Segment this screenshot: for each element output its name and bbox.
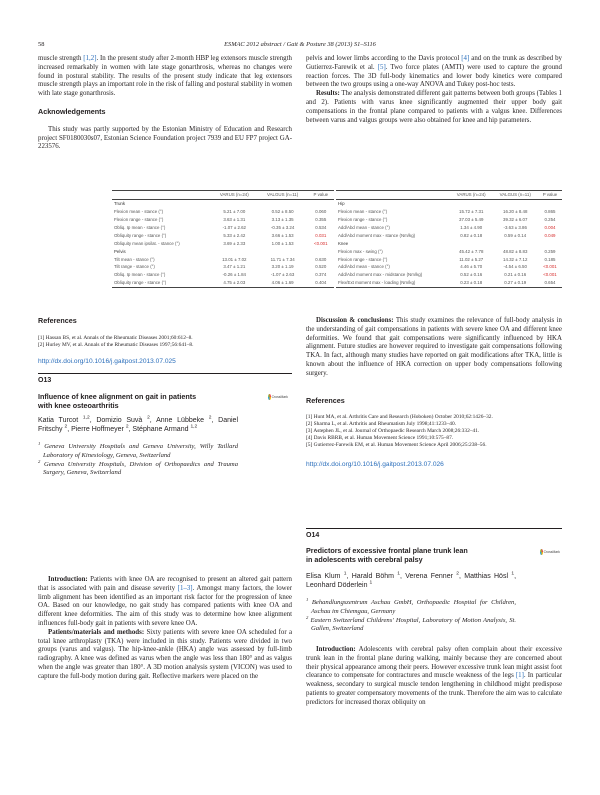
table-cell: 3.69 ± 2.33 <box>223 240 246 246</box>
table-cell <box>258 247 308 255</box>
column-header: VARUS (n=24) <box>450 191 492 200</box>
affiliation-marker: 2 <box>208 415 212 421</box>
table-row <box>336 208 562 216</box>
reference-item: [2] Hurley MV, et al. Annals of the Rheumatic Diseases 1997;56:641–8. <box>38 341 194 348</box>
table-cell: 0.630 <box>315 256 327 262</box>
table-cell: -1.07 ± 2.63 <box>270 272 295 278</box>
table-cell: 0.59 ± 0.14 <box>504 232 527 238</box>
affiliation-marker: 2 <box>125 424 129 430</box>
table-cell: 4.75 ± 2.03 <box>211 279 258 287</box>
section-divider <box>306 528 562 529</box>
table-cell: 4.06 ± 1.69 <box>258 279 308 287</box>
table-group-row <box>336 239 562 247</box>
abstract-title: Predictors of excessive frontal plane trunk lean in adolescents with cerebral palsy <box>306 546 468 564</box>
table-cell: Obliq. Ip mean - stance (°) <box>114 225 166 230</box>
table-cell <box>538 199 562 207</box>
table-row <box>336 216 562 224</box>
table-cell: -0.26 ± 1.84 <box>222 272 246 278</box>
column-header: VALGUS (n=11) <box>492 191 538 200</box>
table-row <box>112 216 334 224</box>
table-cell: <0.001 <box>543 272 557 278</box>
table-cell: Obliq. Ip mean - stance (°) <box>114 272 166 278</box>
table-cell <box>308 199 334 207</box>
table-cell: 0.374 <box>315 272 327 278</box>
crossmark-badge[interactable]: CrossMark <box>268 393 288 401</box>
table-cell: 14.32 ± 7.12 <box>503 256 528 262</box>
reference-item: [3] Astephen JL, et al. Journal of Orthopaedic Research March 2008;26:332–41. <box>306 428 480 435</box>
introduction-paragraph: Introduction: Adolescents with cerebral palsy often complain about their excessive trunk lean in the frontal plane during walking, mainly because they are concerned about their physical appearance among their peers. However excessive trunk lean might assist foot clearance to compensate for contractures and muscle weakness of the legs [1]. In particular weakness, secondary to surgical muscle tendon lengthening in childhood might predispose patients to greater compensatory movements of the trunk. Therefore the aim was to calculate predictors for increased thorax obliquity on <box>306 646 562 706</box>
table-row <box>112 231 334 239</box>
table-cell <box>450 239 492 247</box>
table-cell: Flex/Ext moment max - loading (Nm/kg) <box>336 279 450 287</box>
table-cell: 3.66 ± 1.53 <box>271 232 294 238</box>
table-cell: 0.23 ± 0.18 <box>450 279 492 287</box>
reference-item: [2] Sharma L, et al. Arthritis and Rheumatism July 1998;41:1233–40. <box>306 421 457 428</box>
table-cell: 0.654 <box>538 279 562 287</box>
author-list: Katia Turcot $^{1,2}$, Domizio Suvà $^2$, Anne Lübbeke $^2$, Daniel Fritschy $^2$, Pierre Hoffmeyer $^2$, Stéphane Armand $^{1,2}$ <box>38 415 239 434</box>
table-cell: 5.21 ± 7.00 <box>223 209 246 215</box>
table-cell: Flexion max - swing (°) <box>338 248 383 254</box>
abstract-title: Influence of knee alignment on gait in patients with knee osteoarthritis <box>38 392 197 410</box>
table-cell: 37.03 ± 5.49 <box>459 217 484 223</box>
running-header: ESMAC 2012 abstract / Gait & Posture 38 (2013) S1–S116 <box>224 41 376 48</box>
doi-link[interactable]: http://dx.doi.org/10.1016/j.gaitpost.2013.07.026 <box>306 460 444 468</box>
crossmark-icon <box>268 394 271 400</box>
column-header: VALGUS (n=11) <box>258 191 308 200</box>
crossmark-icon <box>540 549 543 555</box>
table-cell <box>538 239 562 247</box>
table-row <box>112 263 334 271</box>
doi-link[interactable]: http://dx.doi.org/10.1016/j.gaitpost.2013.07.025 <box>38 357 176 365</box>
table-cell: Pelvis <box>114 248 126 254</box>
table-cell: Knee <box>338 240 349 246</box>
table-cell: 0.031 <box>315 232 327 238</box>
affiliation-marker: 1 <box>343 571 347 577</box>
table-cell: 0.865 <box>544 209 556 215</box>
affiliation-marker: 2 <box>64 424 68 430</box>
table-cell: Tilt range - stance (°) <box>114 264 155 270</box>
table-cell <box>492 199 538 207</box>
table-row <box>336 224 562 232</box>
affiliation-marker: 1,2 <box>190 424 198 430</box>
table-cell: 0.27 ± 0.19 <box>492 279 538 287</box>
table-cell: 0.049 <box>544 232 556 238</box>
table-row <box>336 231 562 239</box>
acknowledgements-text: This study was partly supported by the Estonian Ministry of Education and Research project SF0180030s07, Estonian Science Foundation project 7939 and EU FP7 project GA-223576. <box>38 125 292 151</box>
table-cell: 1.00 ± 1.53 <box>271 240 294 246</box>
column-header: P value <box>308 191 334 200</box>
table-cell <box>211 247 258 255</box>
closing-paragraph: muscle strength [1,2]. In the present study after 2-month HBP leg extensors muscle strength increased remarkably in women with late stage gonarthrosis, whereas no changes were found in postural stability. The results of the present study indicate that leg extensors muscle strength plays an important role in the risk of falling and postural stability in women with late stage gonarthrosis. <box>38 55 292 98</box>
affiliation-marker: 1 <box>397 571 400 577</box>
table-row <box>112 271 334 279</box>
column-header: P value <box>538 191 562 200</box>
affiliation: $^2$ Geneva University Hospitals, Division of Orthopaedics and Trauma Surgery, Geneva, Switzerland <box>38 458 238 477</box>
affiliation-marker: 1 <box>511 571 515 577</box>
table-cell: 3.47 ± 1.21 <box>223 264 246 270</box>
table-cell <box>492 239 538 247</box>
table-row <box>336 263 562 271</box>
table-cell: Trunk <box>114 201 126 207</box>
table-cell: Obliquity range - stance (°) <box>112 279 211 287</box>
table-cell: 3.13 ± 1.35 <box>271 217 294 223</box>
table-cell: 15.72 ± 7.31 <box>459 209 484 215</box>
affiliation: $^1$ Behandlungszentrum Aschau GmbH, Orthopaedic Hospital for Children, Aschau im Chiemgau, Germany <box>306 597 516 615</box>
table-cell: Flexion range - stance (°) <box>114 217 164 223</box>
table-cell: Tilt mean - stance (°) <box>114 256 155 262</box>
reference-item: [5] Gutierrez-Farewik EM, et al. Human Movement Science April 2006;25:238–56. <box>306 442 487 448</box>
citation-link[interactable]: [1] <box>515 672 524 680</box>
table-cell: Flexion range - stance (°) <box>338 256 388 262</box>
table-cell: 1.34 ± 4.90 <box>460 225 483 230</box>
abstract-code: O14 <box>306 532 320 539</box>
table-row <box>112 255 334 263</box>
table-cell: -3.63 ± 3.86 <box>503 225 527 230</box>
table-cell: 16.20 ± 8.48 <box>503 209 528 215</box>
table-group-row <box>336 199 562 207</box>
table-cell: 0.520 <box>315 264 327 270</box>
table-group-row <box>112 247 334 255</box>
affiliation-marker: 2 <box>456 571 459 577</box>
table-cell: -0.35 ± 3.24 <box>270 225 295 230</box>
table-row <box>336 255 562 263</box>
table-cell <box>308 247 334 255</box>
table-cell: 45.42 ± 7.78 <box>459 248 484 254</box>
table-cell <box>450 199 492 207</box>
table-cell: <0.001 <box>314 240 328 246</box>
affiliation-marker: 1 <box>369 580 373 586</box>
reference-item: [1] Hassan BS, et al. Annals of the Rheumatic Diseases 2001;60:612–8. <box>38 334 193 341</box>
table-cell: 5.33 ± 2.42 <box>223 232 246 238</box>
author-list: Elisa Klum $^1$, Harald Böhm $^1$, Verena Fenner $^2$, Matthias Hösl $^1$, Leonhard Döderlein $^1$ <box>306 571 517 590</box>
citation-link[interactable]: [1,2] <box>83 55 97 62</box>
column-header <box>336 191 450 200</box>
citation-link[interactable]: [4] <box>461 55 470 62</box>
table-cell: Add/Abd moment max - midstance (Nm/kg) <box>338 272 423 278</box>
affiliation: $^2$ Eastern Switzerland Childrens' Hospital, Laboratory of Motion Analysis, St. Gallen, Switzerland <box>306 614 516 633</box>
table-cell: 0.185 <box>544 256 556 262</box>
table-cell <box>258 199 308 207</box>
table-row <box>112 208 334 216</box>
table-row <box>112 224 334 232</box>
table-cell: 0.004 <box>544 225 556 230</box>
table-cell: Hip <box>338 201 345 207</box>
table-cell: Obliquity mean ipsilat. - stance (°) <box>114 240 180 246</box>
column-header: VARUS (n=24) <box>211 191 258 200</box>
table-cell: Add/Abd moment max - stance (Nm/kg) <box>338 232 416 238</box>
discussion-paragraph: Discussion & conclusions: This study examines the relevance of full-body analysis in the understanding of gait compensations in patients with severe knee OA and different knee deformities. We found that gait compensations were significantly influenced by HKA alignment. Future studies are however required to investigate gait compensations following TKA. In fact, although many studies have reported on gait modifications after TKA, little is known about the influence of HKA correction on upper body compensations following surgery. <box>306 317 562 377</box>
methods-paragraph: Patients/materials and methods: Sixty patients with severe knee OA scheduled for a total knee arthroplasty (TKA) were included in this study. Patients were divided in two groups (varus and valgus). The hip-knee-ankle (HKA) angle was assessed by full-limb radiography. A knee was defined as varus when the angle was less than 180° and as valgus when the angle was greater than 180°. A 3D motion analysis system (VICON) was used to capture the full-body motion during gait. Reflective markers were placed on the <box>38 628 293 680</box>
table-cell: 0.404 <box>308 279 334 287</box>
reference-item: [1] Hunt MA, et al. Arthritis Care and Research (Hoboken) October 2010;62:1426–32. <box>306 414 493 421</box>
table-cell: Obliquity range - stance (°) <box>114 232 167 238</box>
references-heading-1: References <box>38 316 77 325</box>
table-cell: Flexion range - stance (°) <box>338 217 388 223</box>
reference-list-2 <box>306 414 562 449</box>
table-1 <box>112 190 334 288</box>
crossmark-badge[interactable]: CrossMark <box>540 548 560 556</box>
citation-link[interactable]: [1–3] <box>177 584 193 592</box>
table-row <box>336 247 562 255</box>
table-cell: 48.82 ± 8.83 <box>503 248 528 254</box>
references-heading-2: References <box>306 395 345 405</box>
table-cell: <0.001 <box>543 264 557 270</box>
table-cell: Add/Abd mean - stance (°) <box>338 225 390 230</box>
table-2 <box>336 190 562 288</box>
table-cell: 0.254 <box>544 217 556 223</box>
table-cell: 0.534 <box>315 225 327 230</box>
acknowledgements-heading: Acknowledgements <box>38 106 106 116</box>
table-cell: -1.07 ± 2.62 <box>222 225 246 230</box>
methods-continued: pelvis and lower limbs according to the Davis protocol [4] and on the trunk as described by Gutierrez-Farewik et al. [5]. Two force plates (AMTI) were used to capture the ground reaction forces. The 3D full-body kinematics and lower body kinetics were compared between the two groups using a one-way ANOVA and Tukey post-hoc tests. <box>306 55 562 89</box>
page-number: 58 <box>38 41 45 48</box>
table-group-row <box>112 199 334 207</box>
table-cell: 0.52 ± 8.50 <box>271 209 294 215</box>
table-cell: 0.82 ± 0.18 <box>460 232 483 238</box>
table-cell: Flexion mean - stance (°) <box>114 209 164 215</box>
abstract-code: O13 <box>38 377 52 384</box>
table-cell: 11.02 ± 5.27 <box>459 256 484 262</box>
introduction-paragraph: Introduction: Patients with knee OA are recognised to present an altered gait pattern that is associated with pain and disease severity [1–3]. Amongst many factors, the lower limb alignment has been identified as an important risk factor for the progression of knee OA. Based on our knowledge, no gait study has compared patients with knee OA and different knee deformities. The aim of this study was to determine how knee alignment influences full-body gait in patients with severe knee OA. <box>38 576 292 627</box>
table-row <box>112 239 334 247</box>
reference-list-1 <box>38 335 292 349</box>
affiliation: $^1$ Geneva University Hospitals and Geneva University, Willy Taillard Laboratory of Kinesiology, Geneva, Switzerland <box>38 441 238 459</box>
table-cell: 11.71 ± 7.34 <box>270 256 295 262</box>
table-cell <box>211 199 258 207</box>
table-cell: 3.20 ± 1.19 <box>271 264 294 270</box>
table-cell: 0.060 <box>315 209 327 215</box>
table-row <box>112 279 334 287</box>
table-cell: Flexion mean - stance (°) <box>338 209 388 215</box>
affiliation-marker: 2 <box>147 415 150 421</box>
table-cell: 0.355 <box>315 217 327 223</box>
table-cell: 13.01 ± 7.02 <box>222 256 247 262</box>
table-cell: -4.54 ± 6.50 <box>503 264 527 270</box>
table-cell: 3.63 ± 1.31 <box>223 217 246 223</box>
reference-item: [4] Davis RBRB, et al. Human Movement Science 1991;10:575–87. <box>306 435 454 442</box>
results-paragraph: Results: The analysis demonstrated different gait patterns between both groups (Tables 1 and 2). Patients with varus knee significantly augmented their upper body gait compensations in the frontal plane compared to patients with a valgus knee. Differences between varus and valgus groups were also obtained for knee and hip parameters. <box>306 90 562 124</box>
table-row <box>336 271 562 279</box>
table-cell: 0.259 <box>544 248 556 254</box>
table-cell: 0.21 ± 0.16 <box>504 272 527 278</box>
table-row <box>336 279 562 287</box>
table-cell: 4.46 ± 5.70 <box>460 264 483 270</box>
citation-link[interactable]: [5] <box>377 63 386 71</box>
table-cell: 0.52 ± 0.16 <box>460 272 483 278</box>
table-cell: Add/Abd mean - stance (°) <box>338 264 390 270</box>
affiliation-marker: 1,2 <box>82 415 90 421</box>
table-cell: 39.32 ± 6.07 <box>503 217 528 223</box>
column-header <box>112 191 211 200</box>
section-divider <box>38 373 292 374</box>
